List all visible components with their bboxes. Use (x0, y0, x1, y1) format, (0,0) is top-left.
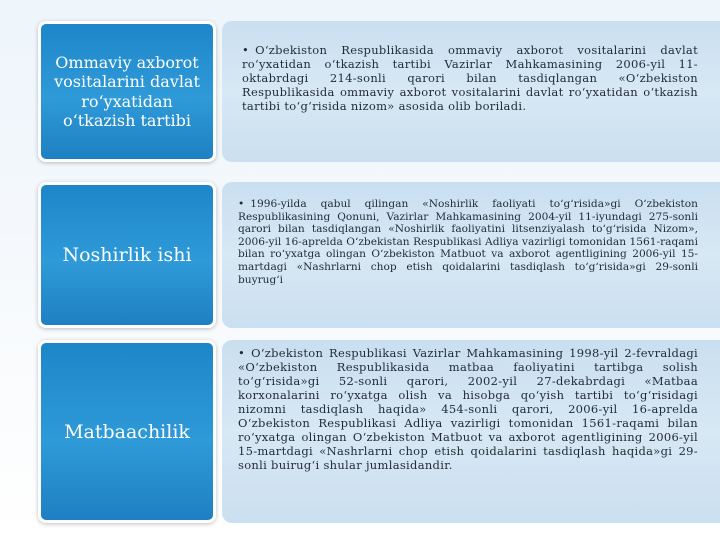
section-title-box (38, 21, 216, 162)
section-row-publishing (38, 182, 720, 328)
section-row-printing (38, 340, 720, 523)
section-content-box (222, 182, 720, 328)
bullet-icon: • (238, 198, 245, 210)
section-text: O‘zbekiston Respublikasi Vazirlar Mahkamasining 1998-yil 2-fevraldagi «O‘zbekiston Respublikasida matbaa faoliyatini tartibga solish to‘g‘risida»gi 52-sonli qarori, 2002-yil 27-dekabrdagi «Matbaa korxonalarini ro‘yxatga olish va hisobga qo‘yish tartibi to‘g‘risidagi nizomni tasdiqlash haqida» 454-sonli qarori, 2006-yil 16-aprelda O‘zbekiston Respublikasi Adliya vazirligi tomonidan 1561-raqami bilan ro‘yxatga olingan O‘zbekiston Matbuot va axborot agentligining 2006-yil 15-martdagi «Nashrlarni chop etish qoidalarini tasdiqlash haqida»gi 29-sonli buirug‘i shular jumlasidandir. (238, 346, 698, 473)
section-bullet (238, 198, 698, 286)
section-title-box (38, 340, 216, 523)
bullet-icon: • (242, 43, 250, 57)
bullet-icon: • (238, 346, 246, 360)
section-title: Ommaviy axborot vositalarini davlat ro‘yxatidan o‘tkazish tartibi (54, 53, 200, 130)
section-row-registration (38, 21, 720, 162)
section-content-box (222, 340, 720, 523)
section-text: O‘zbekiston Respublikasida ommaviy axborot vositalarini davlat ro‘yxatidan o‘tkazish tartibi Vazirlar Mahkamasining 2006-yil 11-oktabrdagi 214-sonli qarori bilan tasdiqlangan «O‘zbekiston Respublikasida ommaviy axborot vositalarini davlat ro‘yxatidan o‘tkazish tartibi to‘g‘risida nizom» asosida olib boriladi. (242, 43, 698, 114)
section-bullet (242, 43, 698, 113)
section-text: 1996-yilda qabul qilingan «Noshirlik faoliyati to‘g‘risida»gi O‘zbekiston Respublikasining Qonuni, Vazirlar Mahkamasining 2004-yil 11-iyundagi 275-sonli qarori bilan tasdiqlangan «Noshirlik faoliyatini litsenziyalash to‘g‘risida Nizom», 2006-yil 16-aprelda O‘zbekistan Respublikasi Adliya vazirligi tomonidan 1561-raqami bilan ro‘yxatga olingan O‘zbekiston Matbuot va axborot agentligining 2006-yil 15-martdagi «Nashrlarni chop etish qoidalarini tasdiqlash to‘g‘risida»gi 29-sonli buyrug‘i (238, 198, 698, 286)
section-title: Noshirlik ishi (62, 244, 192, 266)
section-title-box (38, 182, 216, 328)
section-title: Matbaachilik (64, 420, 190, 443)
section-content-box (222, 21, 720, 162)
section-bullet (238, 346, 698, 472)
